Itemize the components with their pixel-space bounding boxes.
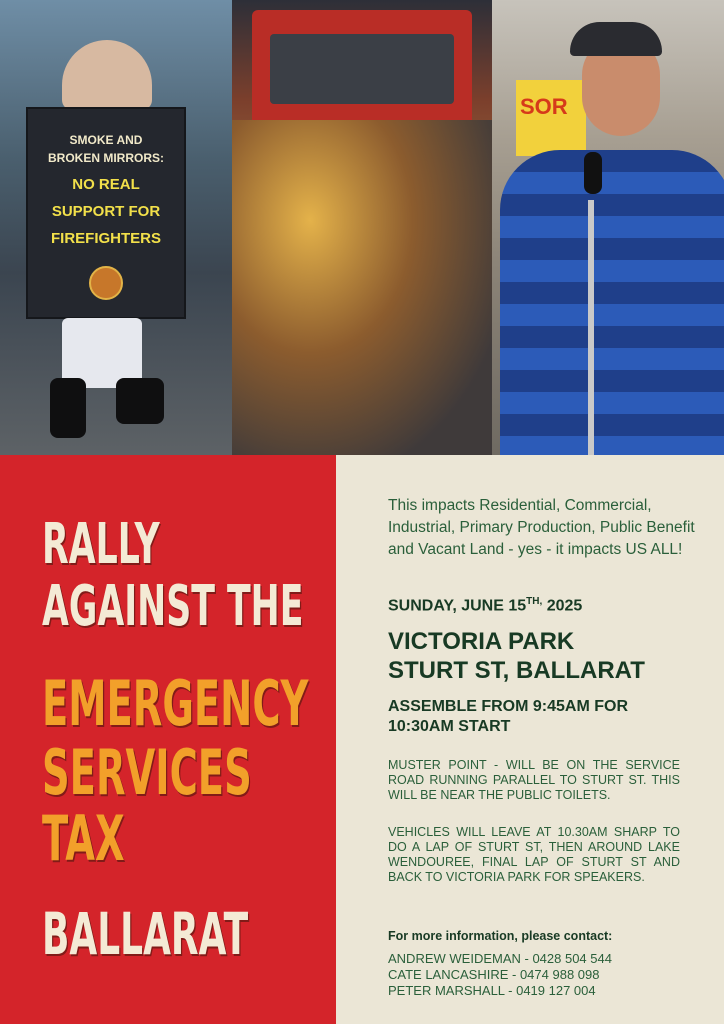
headline-rally: RALLY bbox=[42, 512, 160, 577]
headline-tax: TAX bbox=[42, 802, 125, 875]
assemble-line-1: ASSEMBLE FROM 9:45AM FOR bbox=[388, 698, 629, 715]
event-date-day: SUNDAY, JUNE 15 bbox=[388, 597, 527, 615]
sign-text-4: SUPPORT FOR bbox=[51, 203, 161, 220]
crowd bbox=[232, 120, 492, 455]
speaker-cap bbox=[570, 22, 662, 56]
headline-ballarat: BALLARAT bbox=[42, 900, 249, 968]
headline-services: SERVICES bbox=[42, 736, 252, 809]
photo-strip bbox=[0, 0, 724, 455]
sign-text-2: BROKEN MIRRORS: bbox=[48, 151, 164, 165]
event-date-year: 2025 bbox=[542, 597, 583, 615]
headline-emergency: EMERGENCY bbox=[42, 667, 309, 740]
sign-text-5: FIREFIGHTERS bbox=[50, 230, 161, 247]
background-sign: SOR bbox=[516, 80, 586, 156]
protest-sign bbox=[26, 107, 186, 319]
speaker-body bbox=[500, 150, 724, 455]
assemble-line-2: 10:30AM START bbox=[388, 718, 511, 735]
muster-point-info: MUSTER POINT - WILL BE ON THE SERVICE ROAD RUNNING PARALLEL TO STURT ST. THIS WILL BE NEAR THE PUBLIC TOILETS. bbox=[388, 758, 680, 802]
headline-against-the: AGAINST THE bbox=[42, 574, 304, 639]
sign-text-3: NO REAL bbox=[72, 176, 140, 193]
sign-text-1: SMOKE AND bbox=[69, 133, 143, 147]
contact-peter: PETER MARSHALL - 0419 127 004 bbox=[388, 983, 596, 998]
photo-child-with-sign bbox=[0, 0, 232, 455]
assemble-time bbox=[388, 697, 628, 737]
event-venue bbox=[388, 627, 645, 685]
event-date-suffix: TH, bbox=[526, 596, 543, 607]
boot-right bbox=[116, 378, 164, 424]
vehicle-route-info: VEHICLES WILL LEAVE AT 10.30AM SHARP TO DO A LAP OF STURT ST, THEN AROUND LAKE WENDOUREE, FINAL LAP OF STURT ST AND BACK TO VICTORIA PARK FOR SPEAKERS. bbox=[388, 825, 680, 884]
truck-windscreen bbox=[270, 34, 454, 104]
contact-andrew: ANDREW WEIDEMAN - 0428 504 544 bbox=[388, 951, 612, 966]
venue-line-2: STURT ST, BALLARAT bbox=[388, 657, 645, 684]
contact-heading: For more information, please contact: bbox=[388, 929, 613, 943]
boot-left bbox=[50, 378, 86, 438]
child-figure bbox=[62, 40, 152, 110]
mic-stand bbox=[588, 200, 594, 455]
photo-firefighter-crowd bbox=[232, 0, 492, 455]
venue-line-1: VICTORIA PARK bbox=[388, 628, 575, 655]
details-panel bbox=[336, 455, 724, 1024]
photo-speaker bbox=[492, 0, 724, 455]
contact-cate: CATE LANCASHIRE - 0474 988 098 bbox=[388, 967, 600, 982]
headline-panel bbox=[0, 455, 336, 1024]
event-date bbox=[388, 596, 582, 615]
microphone-icon bbox=[584, 152, 602, 194]
fire-brigade-emblem-icon bbox=[89, 266, 123, 300]
impact-statement: This impacts Residential, Commercial, Industrial, Primary Production, Public Benefit and Vacant Land - yes - it impacts US ALL! bbox=[388, 497, 695, 558]
